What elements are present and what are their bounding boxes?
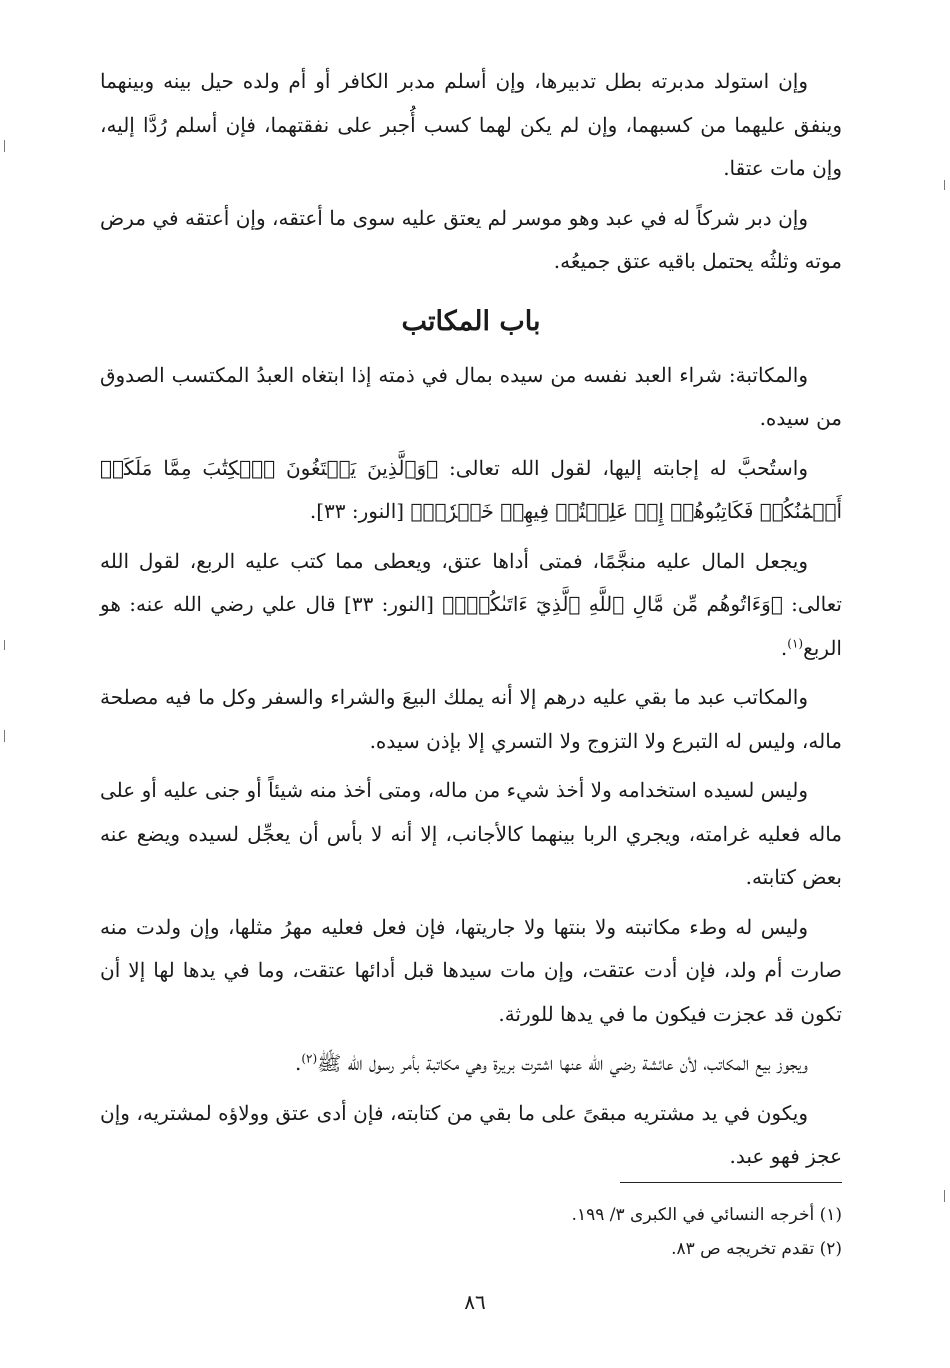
paragraph-installments bbox=[100, 540, 842, 671]
page-body bbox=[100, 60, 842, 1185]
paragraph-sale bbox=[100, 1042, 842, 1086]
verse-reference: [النور: ٣٣]. bbox=[309, 499, 411, 523]
paragraph-buyer: ويكون في يد مشتريه مبقىً على ما بقي من كتابته، فإن أدى عتق وولاؤه لمشتريه، وإن عجز فهو عبد. bbox=[100, 1100, 842, 1168]
chapter-heading: باب المكاتب bbox=[401, 305, 541, 337]
footnote-divider bbox=[620, 1182, 842, 1183]
margin-mark bbox=[4, 140, 5, 152]
footnotes bbox=[242, 1198, 842, 1266]
footnote-ref-1: (١) bbox=[787, 635, 804, 650]
paragraph-mudabbar-2: وإن دبر شركاً له في عبد وهو موسر لم يعتق عليه سوى ما أعتقه، وإن أعتقه في مرض موته وثلثُه يحتمل باقيه عتق جميعُه. bbox=[100, 205, 842, 273]
quran-verse: ﴿وَٱلَّذِينَ يَبۡتَغُونَ ٱلۡكِتَٰبَ مِمَّا مَلَكَتۡ أَيۡمَٰنُكُمۡ فَكَاتِبُوهُمۡ إِنۡ عَلِمۡتُمۡ فِيهِمۡ خَيۡرٗاۖ﴾ bbox=[100, 455, 842, 523]
paragraph-status: والمكاتب عبد ما بقي عليه درهم إلا أنه يملك البيعَ والشراء والسفر وكل ما فيه مصلحة ماله، وليس له التبرع ولا التزوج ولا التسري إلا بإذن سيده. bbox=[100, 685, 842, 753]
text-before: واستُحبَّ له إجابته إليها، لقول الله تعالى: bbox=[438, 455, 808, 480]
paragraph-definition: والمكاتبة: شراء العبد نفسه من سيده بمال في ذمته إذا ابتغاه العبدُ المكتسب الصدوق من سيده. bbox=[100, 362, 842, 430]
footnote-2: (٢) تقدم تخريجه ص ٨٣. bbox=[671, 1239, 842, 1259]
text-end: . bbox=[294, 1051, 302, 1075]
footnote-1: (١) أخرجه النسائي في الكبرى ٣/ ١٩٩. bbox=[571, 1205, 842, 1225]
paragraph-mudabbar-1: وإن استولد مدبرته بطل تدبيرها، وإن أسلم مدبر الكافر أو أم ولده حيل بينه وبينهما وينفق عليهما من كسبهما، وإن لم يكن لهما كسب أُجبر على نفقتهما، فإن أسلم رُدَّا إليه، وإن مات عتقا. bbox=[100, 69, 842, 180]
text-end: . bbox=[780, 635, 788, 660]
margin-mark bbox=[4, 640, 5, 650]
page-number: ٨٦ bbox=[464, 1290, 486, 1314]
margin-mark bbox=[4, 730, 5, 742]
footnote-ref-2: (٢) bbox=[301, 1051, 318, 1066]
margin-mark bbox=[944, 1190, 945, 1202]
text-middle: [النور: ٣٣] قال علي رضي الله عنه: هو الربع bbox=[100, 592, 842, 660]
margin-mark bbox=[944, 180, 945, 190]
text-body: ويجوز بيع المكاتب، لأن عائشة رضي الله عنها اشترت بريرة وهي مكاتبة بأمر رسول الله ﷺ bbox=[317, 1051, 808, 1075]
paragraph-master-rights: وليس لسيده استخدامه ولا أخذ شيء من ماله، ومتى أخذ منه شيئاً أو جنى عليه أو على ماله فعليه غرامته، ويجري الربا بينهما كالأجانب، إلا أنه لا بأس أن يعجِّل لسيده ويضع عنه بعض كتابته. bbox=[100, 778, 842, 889]
text-before: ويجعل المال عليه منجَّمًا، فمتى أداها عتق، ويعطى مما كتب عليه الربع، لقول الله تعالى: bbox=[100, 548, 842, 616]
paragraph-recommendation bbox=[100, 447, 842, 534]
paragraph-female-mukataba: وليس له وطء مكاتبته ولا بنتها ولا جاريتها، فإن فعل فعليه مهرُ مثلها، وإن ولدت منه صارت أم ولد، فإن أدت عتقت، وإن مات سيدها قبل أدائها عتقت، وما في يدها لها إلا أن تكون قد عجزت فيكون ما في يدها للورثة. bbox=[100, 914, 842, 1026]
quran-verse: ﴿وَءَاتُوهُم مِّن مَّالِ ٱللَّهِ ٱلَّذِيٓ ءَاتَىٰكُمۡۚ﴾ bbox=[442, 592, 783, 616]
